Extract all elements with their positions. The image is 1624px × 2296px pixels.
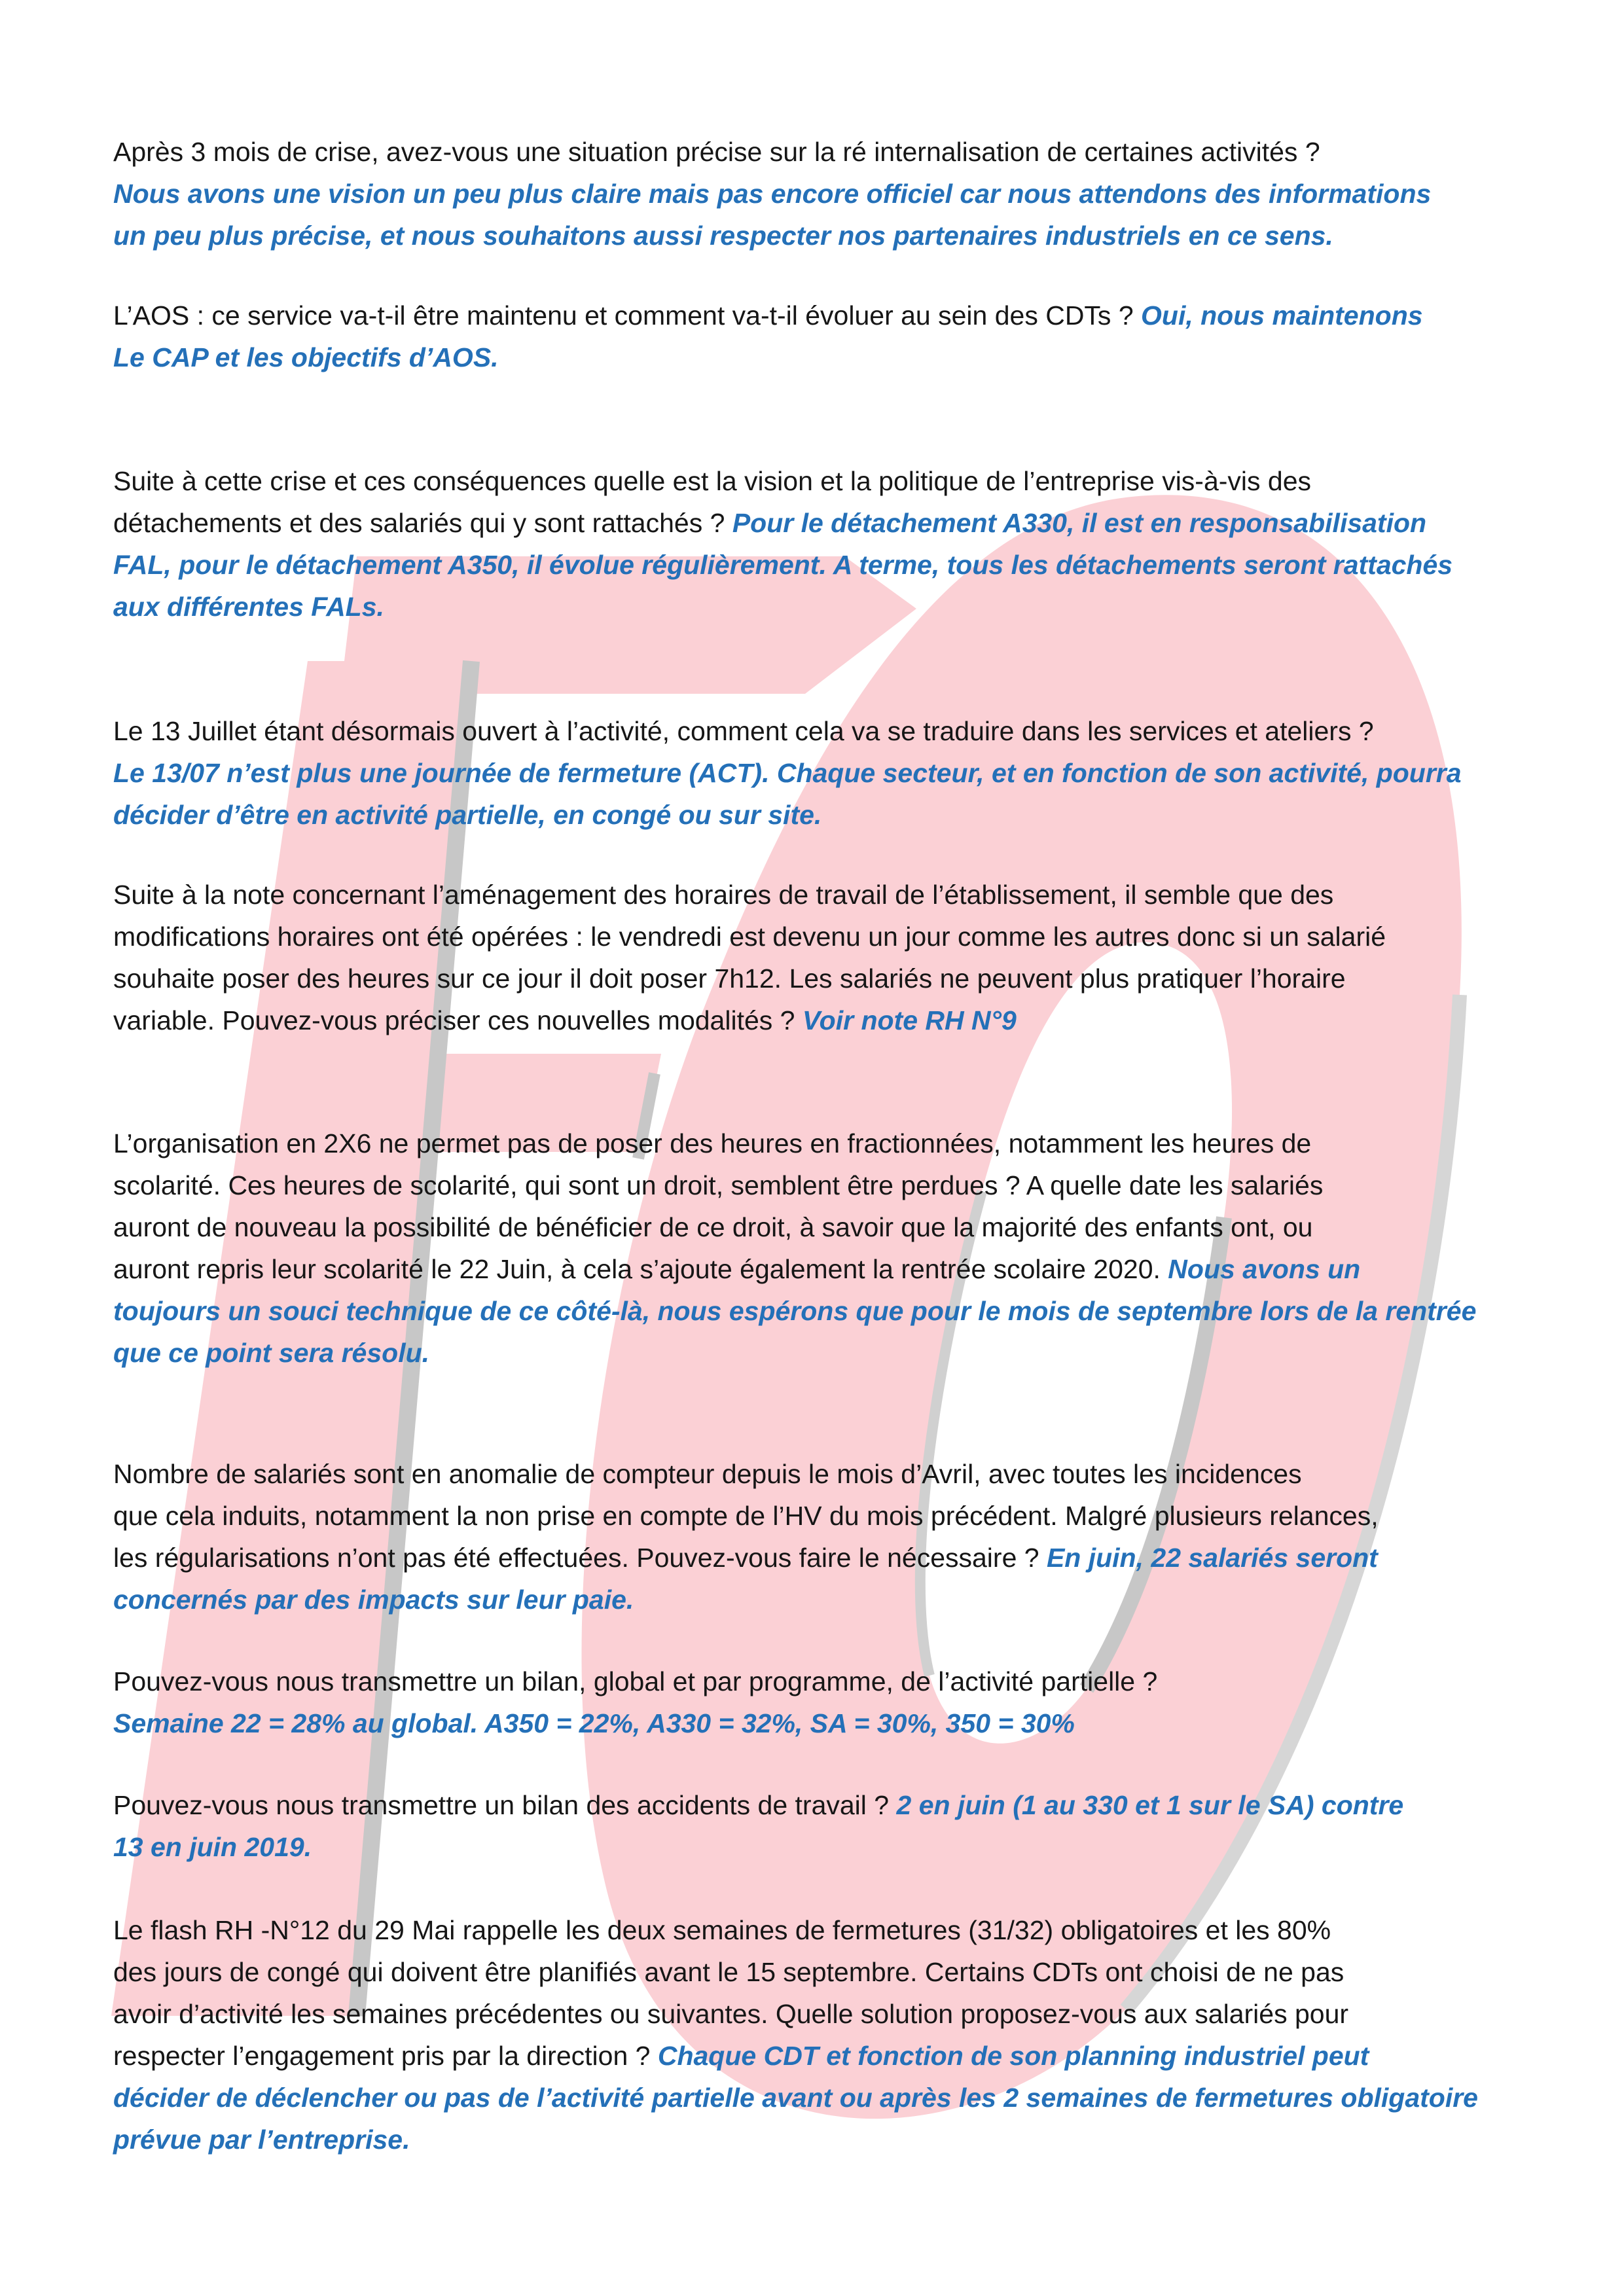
answer-text: toujours un souci technique de ce côté-là, nous espérons que pour le mois de septembre lors de la rentrée xyxy=(113,1296,1477,1326)
question-text: modifications horaires ont été opérées : le vendredi est devenu un jour comme les autres donc si un salarié xyxy=(113,922,1386,952)
qa-block xyxy=(113,1660,1619,1744)
answer-text: FAL, pour le détachement A350, il évolue régulièrement. A terme, tous les détachements seront rattachés xyxy=(113,550,1453,580)
question-text: souhaite poser des heures sur ce jour il doit poser 7h12. Les salariés ne peuvent plus pratiquer l’horaire xyxy=(113,963,1346,994)
question-text: des jours de congé qui doivent être planifiés avant le 15 septembre. Certains CDTs ont choisi de ne pas xyxy=(113,1957,1344,1987)
answer-text: Semaine 22 = 28% au global. A350 = 22%, A330 = 32%, SA = 30%, 350 = 30% xyxy=(113,1708,1075,1738)
question-text: Nombre de salariés sont en anomalie de compteur depuis le mois d’Avril, avec toutes les incidences xyxy=(113,1459,1302,1489)
text-line xyxy=(113,874,1619,916)
text-line xyxy=(113,752,1619,794)
text-line xyxy=(113,502,1619,544)
text-line xyxy=(113,336,1619,378)
qa-block xyxy=(113,710,1619,836)
text-line xyxy=(113,1702,1619,1744)
answer-text: Nous avons une vision un peu plus claire mais pas encore officiel car nous attendons des informations xyxy=(113,179,1432,209)
answer-text: 13 en juin 2019. xyxy=(113,1832,312,1862)
question-text: Pouvez-vous nous transmettre un bilan, global et par programme, de l’activité partielle ? xyxy=(113,1666,1158,1696)
answer-text: Voir note RH N°9 xyxy=(802,1005,1017,1035)
qa-block xyxy=(113,460,1619,628)
qa-block xyxy=(113,1909,1619,2161)
text-line xyxy=(113,1826,1619,1868)
question-text: les régularisations n’ont pas été effectuées. Pouvez-vous faire le nécessaire ? xyxy=(113,1543,1047,1573)
qa-block xyxy=(113,295,1619,378)
text-line xyxy=(113,460,1619,502)
question-text: L’organisation en 2X6 ne permet pas de poser des heures en fractionnées, notamment les heures de xyxy=(113,1128,1312,1158)
text-line xyxy=(113,215,1619,257)
text-line xyxy=(113,916,1619,958)
answer-text: Chaque CDT et fonction de son planning industriel peut xyxy=(657,2041,1369,2071)
question-text: Le flash RH -N°12 du 29 Mai rappelle les deux semaines de fermetures (31/32) obligatoires et les 80% xyxy=(113,1915,1331,1945)
text-line xyxy=(113,999,1619,1041)
answer-text: Oui, nous maintenons xyxy=(1141,300,1423,331)
qa-block xyxy=(113,131,1619,257)
text-line xyxy=(113,1784,1619,1826)
question-text: respecter l’engagement pris par la direction ? xyxy=(113,2041,658,2071)
text-line xyxy=(113,1453,1619,1495)
question-text: détachements et des salariés qui y sont rattachés ? xyxy=(113,508,732,538)
text-line xyxy=(113,295,1619,336)
answer-text: prévue par l’entreprise. xyxy=(113,2125,410,2155)
text-line xyxy=(113,958,1619,999)
qa-block xyxy=(113,1784,1619,1868)
text-line xyxy=(113,131,1619,173)
text-line xyxy=(113,1660,1619,1702)
answer-text: que ce point sera résolu. xyxy=(113,1338,430,1368)
text-line xyxy=(113,544,1619,586)
answer-text: 2 en juin (1 au 330 et 1 sur le SA) contre xyxy=(896,1790,1404,1820)
qa-block xyxy=(113,1453,1619,1621)
question-text: Suite à la note concernant l’aménagement des horaires de travail de l’établissement, il semble que des xyxy=(113,880,1334,910)
question-text: Pouvez-vous nous transmettre un bilan des accidents de travail ? xyxy=(113,1790,897,1820)
text-line xyxy=(113,1290,1619,1332)
text-line xyxy=(113,1122,1619,1164)
question-text: avoir d’activité les semaines précédentes ou suivantes. Quelle solution proposez-vous aux salariés pour xyxy=(113,1999,1349,2029)
question-text: variable. Pouvez-vous préciser ces nouvelles modalités ? xyxy=(113,1005,803,1035)
text-line xyxy=(113,1993,1619,2035)
answer-text: concernés par des impacts sur leur paie. xyxy=(113,1585,634,1615)
answer-text: Nous avons un xyxy=(1168,1254,1361,1284)
text-line xyxy=(113,1951,1619,1993)
text-line xyxy=(113,1332,1619,1374)
text-line xyxy=(113,794,1619,836)
text-line xyxy=(113,1164,1619,1206)
text-line xyxy=(113,1248,1619,1290)
question-text: Suite à cette crise et ces conséquences quelle est la vision et la politique de l’entreprise vis-à-vis des xyxy=(113,466,1312,496)
text-line xyxy=(113,2119,1619,2161)
text-line xyxy=(113,2035,1619,2077)
text-line xyxy=(113,1537,1619,1579)
question-text: scolarité. Ces heures de scolarité, qui sont un droit, semblent être perdues ? A quelle date les salariés xyxy=(113,1170,1324,1200)
text-line xyxy=(113,710,1619,752)
text-line xyxy=(113,1909,1619,1951)
text-line xyxy=(113,1206,1619,1248)
qa-block xyxy=(113,874,1619,1041)
answer-text: décider d’être en activité partielle, en congé ou sur site. xyxy=(113,800,822,830)
text-line xyxy=(113,1495,1619,1537)
text-line xyxy=(113,2077,1619,2119)
answer-text: Le 13/07 n’est plus une journée de fermeture (ACT). Chaque secteur, et en fonction de son activité, pourra xyxy=(113,758,1462,788)
question-text: Après 3 mois de crise, avez-vous une situation précise sur la ré internalisation de certaines activités ? xyxy=(113,137,1320,167)
answer-text: un peu plus précise, et nous souhaitons aussi respecter nos partenaires industriels en ce sens. xyxy=(113,221,1333,251)
question-text: que cela induits, notamment la non prise en compte de l’HV du mois précédent. Malgré plusieurs relances, xyxy=(113,1501,1379,1531)
question-text: Le 13 Juillet étant désormais ouvert à l’activité, comment cela va se traduire dans les services et ateliers ? xyxy=(113,716,1374,746)
qa-block xyxy=(113,1122,1619,1374)
text-line xyxy=(113,586,1619,628)
answer-text: En juin, 22 salariés seront xyxy=(1046,1543,1378,1573)
answer-text: Le CAP et les objectifs d’AOS. xyxy=(113,342,499,372)
question-text: auront de nouveau la possibilité de bénéficier de ce droit, à savoir que la majorité des enfants ont, ou xyxy=(113,1212,1313,1242)
answer-text: Pour le détachement A330, il est en responsabilisation xyxy=(732,508,1427,538)
answer-text: décider de déclencher ou pas de l’activité partielle avant ou après les 2 semaines de fermetures obligatoire xyxy=(113,2083,1478,2113)
text-line xyxy=(113,1579,1619,1621)
question-text: L’AOS : ce service va-t-il être maintenu et comment va-t-il évoluer au sein des CDTs ? xyxy=(113,300,1142,331)
answer-text: aux différentes FALs. xyxy=(113,592,384,622)
question-text: auront repris leur scolarité le 22 Juin, à cela s’ajoute également la rentrée scolaire 2020. xyxy=(113,1254,1168,1284)
text-line xyxy=(113,173,1619,215)
